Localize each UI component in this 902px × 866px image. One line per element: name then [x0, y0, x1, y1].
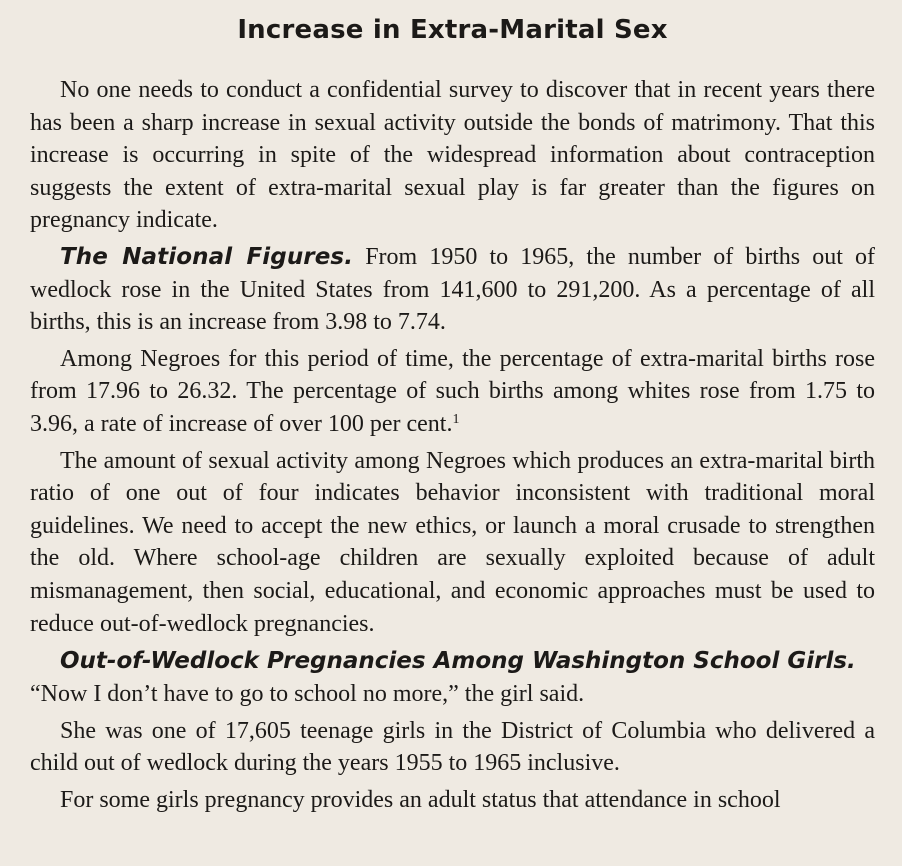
paragraph-negro-births [30, 343, 875, 441]
paragraph-national-figures [30, 241, 875, 339]
paragraph-quote: “Now I don’t have to go to school no more,” the girl said. [30, 681, 585, 708]
paragraph-adult-status: For some girls pregnancy provides an adult status that attendance in school [60, 786, 781, 813]
paragraph-teenage-girls: She was one of 17,605 teenage girls in the District of Columbia who delivered a child out of wedlock during the years 1955 to 1965 inclusive. [30, 717, 875, 777]
paragraph-sexual-activity: The amount of sexual activity among Negroes which produces an extra-marital birth ratio of one out of four indicates behavior inconsistent with traditional moral guidelines. We need to accept the new ethics, or launch a moral crusade to strengthen the old. Where school-age children are sexually exploited because of adult mismanagement, then social, educational, and economic approaches must be used to reduce out-of-wedlock pregnancies. [30, 447, 875, 637]
national-figures-text: From 1950 to 1965, the number of births out of wedlock rose in the United States from 141,600 to 291,200. As a percentage of all births, this is an increase from 3.98 to 7.74. [30, 243, 875, 336]
footnote-marker: 1 [452, 411, 460, 427]
page-title: Increase in Extra-Marital Sex [237, 15, 668, 45]
section-heading-washington-school-girls: Out-of-Wedlock Pregnancies Among Washington School Girls. [60, 648, 856, 675]
body-text [30, 74, 875, 820]
run-in-heading-national-figures: The National Figures. [60, 243, 354, 270]
negro-births-text: Among Negroes for this period of time, the percentage of extra-marital births rose from 17.96 to 26.32. The percentage of such births among whites rose from 1.75 to 3.96, a rate of increase of over 100 per cent. [30, 345, 875, 437]
paragraph-intro: No one needs to conduct a confidential survey to discover that in recent years there has been a sharp increase in sexual activity outside the bonds of matrimony. That this increase is occurring in spite of the widespread information about contraception suggests the extent of extra-marital sexual play is far greater than the figures on pregnancy indicate. [30, 77, 875, 234]
